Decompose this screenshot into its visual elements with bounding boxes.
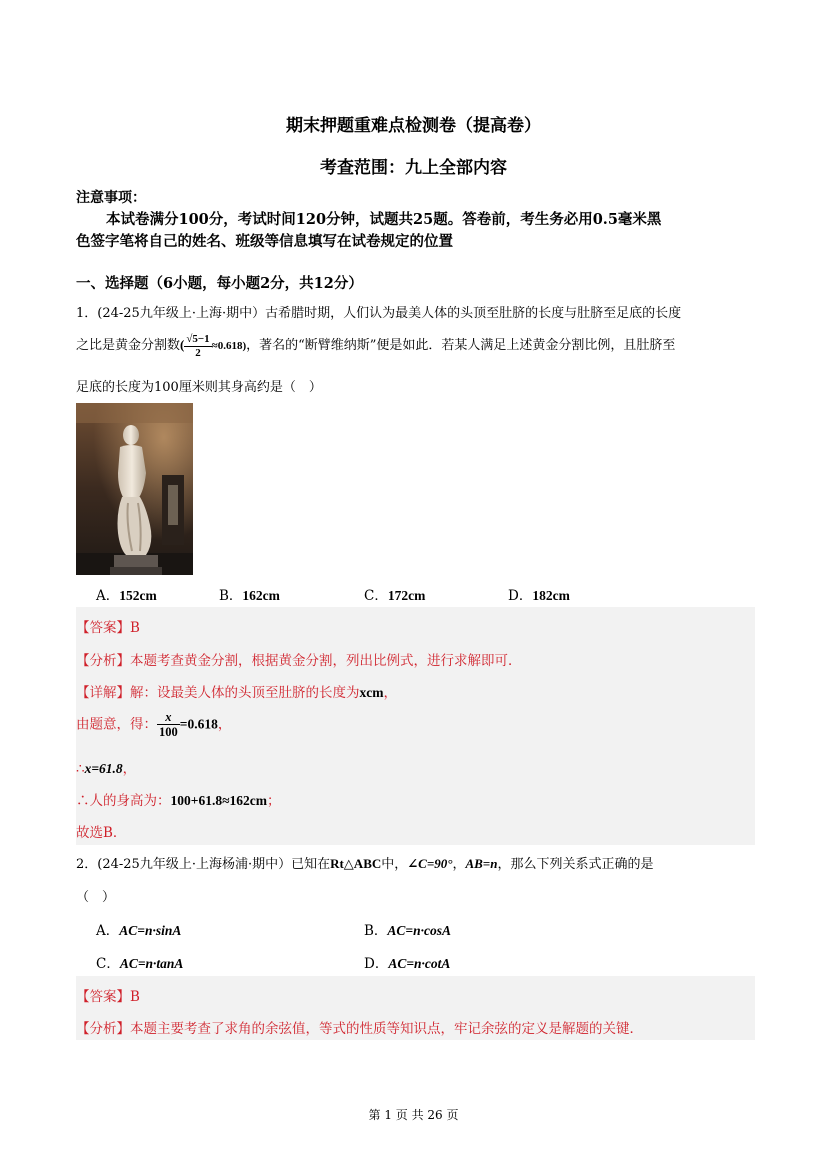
q2-line-2: （ ）	[76, 890, 116, 905]
q1-detail2-eq: =0.618	[179, 716, 218, 732]
page-number: 第 1 页 共 26 页	[368, 1108, 459, 1122]
q1-detail2-post: ，	[217, 716, 232, 733]
q1-line-3: 足底的长度为100厘米则其身高约是（ ）	[76, 380, 322, 395]
q1-detail1-post: ，	[383, 685, 397, 701]
q1-detail4-post: ；	[266, 793, 281, 809]
q1-option-a-letter: A．	[96, 588, 120, 604]
q2-angle: ∠C=90°	[407, 856, 453, 871]
q1-analysis	[76, 649, 522, 669]
q1-detail-tag: 【详解】	[76, 685, 130, 701]
q1-detail2-num: x	[157, 710, 180, 725]
q1-option-a-value: 152cm	[119, 588, 157, 603]
q1-line2-post: ，著名的“断臂维纳斯”便是如此．若某人满足上述黄金分割比例，且肚脐至	[246, 338, 676, 354]
q1-frac-den: 2	[195, 346, 201, 359]
q1-option-c-value: 172cm	[387, 588, 426, 603]
page-title: 期末押题重难点检测卷（提高卷）	[286, 116, 541, 136]
q2-option-b	[364, 919, 451, 939]
q1-analysis-tag: 【分析】	[76, 653, 130, 669]
q1-option-b	[219, 584, 280, 604]
q1-detail-3	[76, 757, 136, 777]
q1-detail3-pre: ∴	[76, 761, 85, 777]
q2-option-a	[96, 919, 181, 939]
statue-image	[76, 403, 193, 575]
notice-heading: 注意事项：	[76, 190, 146, 206]
q1-answer-value: B	[130, 620, 140, 636]
page-subtitle: 考查范围：九上全部内容	[320, 158, 507, 178]
q2-answer-tag: 【答案】	[76, 989, 130, 1005]
q2-triangle: Rt△ABC	[330, 856, 382, 871]
q1-golden-ratio: ( $\frac{√5-1}{2}$ ≈0.618)	[180, 333, 247, 359]
q2-line1-pre: 2．(24-25九年级上·上海杨浦·期中）已知在	[76, 857, 331, 872]
q2-line1-mid1: 中，	[381, 857, 408, 872]
q2-option-a-value: AC=n·sinA	[119, 923, 182, 938]
q1-option-d	[508, 584, 570, 604]
q1-detail4-pre: ∴人的身高为：	[76, 793, 171, 809]
q2-answer-value: B	[130, 989, 140, 1005]
q1-detail3-eq: x=61.8	[84, 761, 123, 776]
q2-answer	[76, 985, 140, 1005]
q1-option-b-value: 162cm	[242, 588, 280, 603]
q1-detail4-eq: 100+61.8≈162cm	[170, 793, 267, 808]
q2-option-d-value: AC=n·cotA	[388, 956, 451, 971]
q1-option-d-value: 182cm	[532, 588, 570, 603]
q2-analysis-tag: 【分析】	[76, 1021, 130, 1037]
q2-side: AB=n	[465, 856, 498, 871]
q1-detail3-post: ，	[122, 761, 137, 777]
notice-line-1: 本试卷满分100分，考试时间120分钟，试题共25题。答卷前，考生务必用0.5毫米黑	[106, 211, 662, 228]
q2-option-a-letter: A．	[96, 923, 120, 939]
q2-line-1	[76, 853, 653, 872]
q2-line1-post: ，那么下列关系式正确的是	[497, 857, 654, 872]
q1-detail1-var: xcm	[359, 685, 384, 700]
q1-detail-2	[76, 710, 231, 740]
notice-line-2: 色签字笔将自己的姓名、班级等信息填写在试卷规定的位置	[76, 233, 453, 250]
q1-detail-4	[76, 789, 280, 809]
q1-answer	[76, 616, 140, 636]
q1-option-b-letter: B．	[219, 588, 243, 604]
q2-option-b-value: AC=n·cosA	[387, 923, 452, 938]
q2-option-c	[96, 952, 183, 972]
q1-answer-tag: 【答案】	[76, 620, 130, 636]
q2-option-d	[364, 952, 450, 972]
q1-frac-tail: ≈0.618)	[211, 340, 247, 353]
q1-line-2	[76, 333, 675, 359]
q1-detail-5: 故选B．	[76, 825, 127, 841]
q2-option-c-letter: C．	[96, 956, 120, 972]
q2-option-b-letter: B．	[364, 923, 388, 939]
q1-analysis-text: 本题考查黄金分割，根据黄金分割，列出比例式，进行求解即可．	[130, 653, 522, 669]
q1-detail2-pre: 由题意，得：	[76, 716, 157, 733]
q2-line1-mid2: ，	[452, 857, 466, 872]
q1-option-d-letter: D．	[508, 588, 533, 604]
q2-option-c-value: AC=n·tanA	[119, 956, 184, 971]
q2-analysis	[76, 1017, 643, 1037]
q1-option-c	[364, 584, 425, 604]
q1-line2-pre: 之比是黄金分割数	[76, 338, 181, 354]
q1-detail-1	[76, 681, 397, 701]
statue-illustration	[76, 403, 193, 575]
q2-analysis-text: 本题主要考查了求角的余弦值，等式的性质等知识点，牢记余弦的定义是解题的关键．	[130, 1021, 643, 1037]
q2-option-d-letter: D．	[364, 956, 389, 972]
q1-detail1-pre: 解：设最美人体的头顶至肚脐的长度为	[130, 685, 360, 701]
q1-frac-num: √5−1	[186, 333, 210, 345]
q1-line-1: 1．(24-25九年级上·上海·期中）古希腊时期，人们认为最美人体的头顶至肚脐的长度与肚脐至足底的长度	[76, 306, 682, 321]
q1-detail2-frac	[157, 710, 180, 740]
section-heading: 一、选择题（6小题，每小题2分，共12分）	[76, 275, 363, 292]
q1-option-a	[96, 584, 157, 604]
q1-option-c-letter: C．	[364, 588, 388, 604]
q1-detail2-den: 100	[159, 725, 178, 740]
